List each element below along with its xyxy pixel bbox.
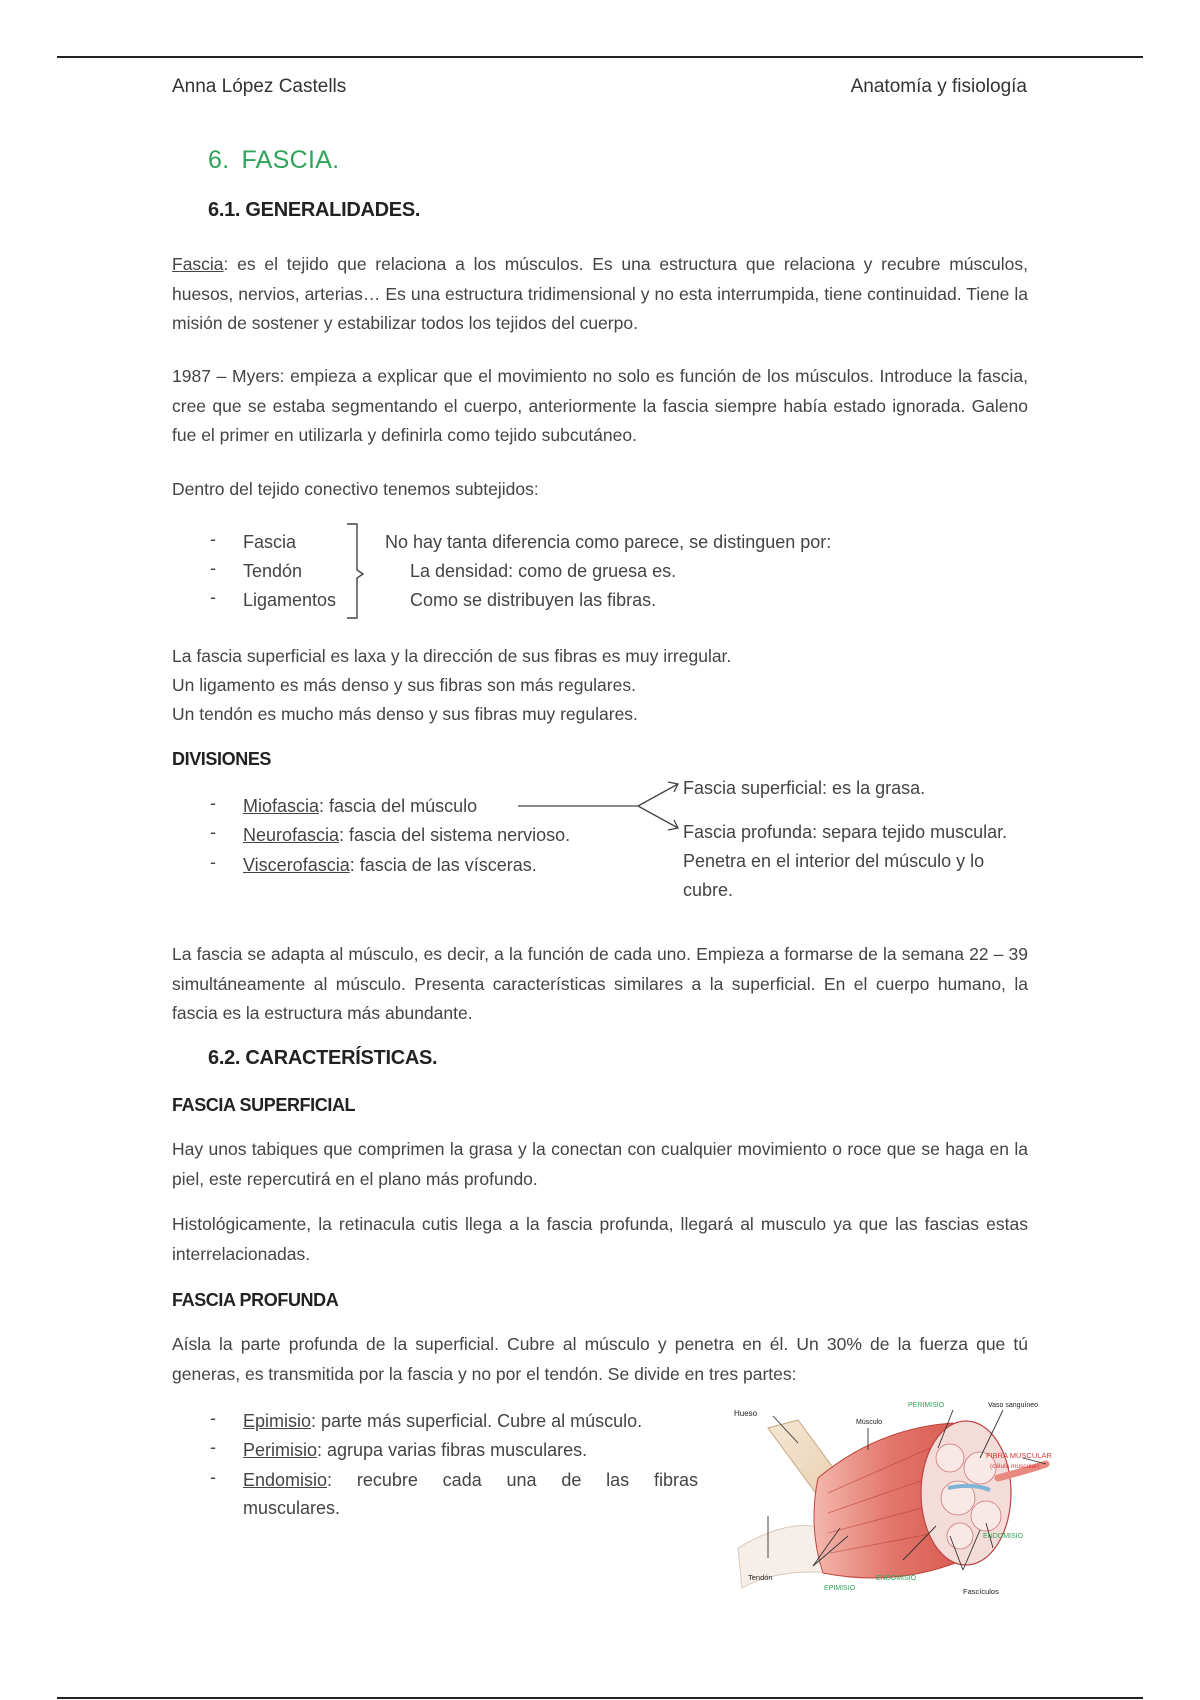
section-number: 6. (208, 146, 230, 174)
density-line: Un ligamento es más denso y sus fibras son más regulares. (172, 675, 636, 695)
muscle-anatomy-figure (728, 1398, 1078, 1603)
division-text: : fascia del sistema nervioso. (339, 825, 571, 845)
branch-profunda-line: cubre. (683, 880, 734, 900)
label-endomisio-right: ENDOMISIO (983, 1533, 1024, 1540)
fascia-superficial-paragraph-1: Hay unos tabiques que comprimen la grasa y la conectan con cualquier movimiento o roce que se haga en la piel, este repercutirá en el plano más profundo. (172, 1139, 1028, 1189)
density-line: La fascia superficial es laxa y la dirección de sus fibras es muy irregular. (172, 646, 732, 666)
subtissue-item: Fascia (243, 532, 297, 552)
layer-text: : agrupa varias fibras musculares. (317, 1440, 588, 1460)
subsection-caracteristicas-title: 6.2. CARACTERÍSTICAS. (208, 1047, 438, 1069)
subtissues-intro: Dentro del tejido conectivo tenemos subtejidos: (172, 479, 539, 499)
author-name: Anna López Castells (172, 76, 347, 97)
label-fasciculos: Fascículos (963, 1587, 999, 1596)
fascia-definition-paragraph (172, 250, 1028, 339)
subject-name: Anatomía y fisiología (850, 76, 1027, 97)
layer-text: : recubre cada una de las fibras musculares. (243, 1470, 698, 1518)
section-title-text: FASCIA. (241, 146, 340, 174)
brace-icon (345, 522, 367, 622)
label-fibra: FIBRA MUSCULAR (986, 1451, 1052, 1460)
list-dash: - (210, 1467, 216, 1487)
layer-item (243, 1407, 698, 1435)
label-hueso: Hueso (734, 1409, 758, 1418)
division-item (243, 792, 477, 820)
subsection-generalidades-title: 6.1. GENERALIDADES. (208, 199, 421, 221)
layer-term: Perimisio (243, 1440, 318, 1460)
fascia-profunda-paragraph: Aísla la parte profunda de la superficial. Cubre al músculo y penetra en él. Un 30% de la fuerza que tú generas, es transmitida por la fascia y no por el tendón. Se divide en tres partes: (172, 1334, 1028, 1384)
fascia-definition-text: : es el tejido que relaciona a los músculos. Es una estructura que relaciona y recubre músculos, huesos, nervios, arterias… Es una estructura tridimensional y no esta interrumpida, tiene continuidad. Tiene la misión de sostener y estabilizar todos los tejidos del cuerpo. (172, 254, 1028, 333)
section-title (208, 146, 339, 175)
adaptation-paragraph: La fascia se adapta al músculo, es decir, a la función de cada uno. Empieza a formarse de la semana 22 – 39 simultáneamente al músculo. Presenta características similares a la superficial. En el cuerpo humano, la fascia es la estructura más abundante. (172, 944, 1028, 1023)
layer-term: Epimisio (243, 1411, 312, 1431)
layer-item (243, 1436, 698, 1464)
list-dash: - (210, 529, 216, 549)
list-dash: - (210, 587, 216, 607)
label-celula: (célula muscular) (990, 1463, 1040, 1470)
brace-text-line: No hay tanta diferencia como parece, se distinguen por: (385, 532, 832, 552)
density-line: Un tendón es mucho más denso y sus fibras muy regulares. (172, 704, 638, 724)
division-term: Neurofascia (243, 825, 340, 845)
subtissue-item: Tendón (243, 561, 303, 581)
fascia-term: Fascia (172, 254, 224, 274)
myers-paragraph: 1987 – Myers: empieza a explicar que el movimiento no solo es función de los músculos. Introduce la fascia, cree que se estaba segmentando el cuerpo, anteriormente la fascia siempre había estado ignorada. Galeno fue el primer en utilizarla y definirla como tejido subcutáneo. (172, 366, 1028, 445)
label-epimisio: EPIMISIO (824, 1585, 856, 1592)
fascia-profunda-title: FASCIA PROFUNDA (172, 1290, 339, 1310)
branch-profunda-line: Penetra en el interior del músculo y lo (683, 851, 985, 871)
list-dash: - (210, 793, 216, 813)
label-musculo: Músculo (856, 1419, 883, 1426)
fascia-superficial-title: FASCIA SUPERFICIAL (172, 1095, 356, 1115)
division-term: Viscerofascia (243, 855, 350, 875)
label-tendon: Tendón (748, 1573, 773, 1582)
list-dash: - (210, 558, 216, 578)
branch-profunda-line: Fascia profunda: separa tejido muscular. (683, 822, 1008, 842)
layer-item (243, 1466, 698, 1522)
division-text: : fascia de las vísceras. (349, 855, 537, 875)
brace-text-line: La densidad: como de gruesa es. (410, 561, 677, 581)
subtissue-item: Ligamentos (243, 590, 337, 610)
list-dash: - (210, 822, 216, 842)
label-vaso: Vaso sanguíneo (988, 1402, 1039, 1409)
label-perimisio: PERIMISIO (908, 1402, 945, 1409)
list-dash: - (210, 1437, 216, 1457)
division-item (243, 851, 537, 879)
list-dash: - (210, 1408, 216, 1428)
label-endomisio-bottom: ENDOMISIO (876, 1575, 917, 1582)
fascia-superficial-paragraph-2: Histológicamente, la retinacula cutis llega a la fascia profunda, llegará al musculo ya que las fascias estas interrelacionadas. (172, 1214, 1028, 1264)
division-text: : fascia del músculo (319, 796, 478, 816)
branch-arrow-icon (518, 778, 680, 834)
branch-superficial: Fascia superficial: es la grasa. (683, 778, 926, 798)
footer-rule (57, 1697, 1143, 1699)
layer-text: : parte más superficial. Cubre al músculo. (311, 1411, 643, 1431)
list-dash: - (210, 852, 216, 872)
header-rule (57, 56, 1143, 58)
division-term: Miofascia (243, 796, 320, 816)
brace-text-line: Como se distribuyen las fibras. (410, 590, 657, 610)
divisions-title: DIVISIONES (172, 749, 272, 769)
layer-term: Endomisio (243, 1470, 328, 1490)
